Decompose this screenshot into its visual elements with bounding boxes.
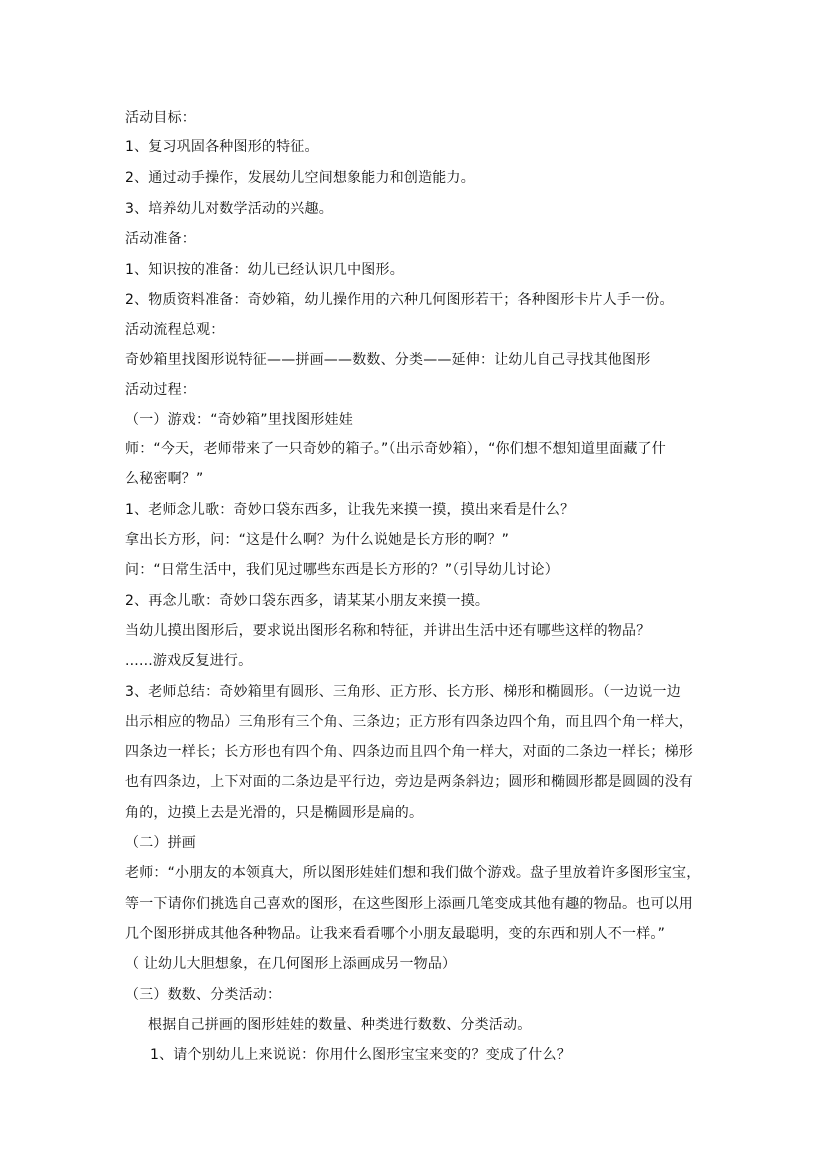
paragraph-line: 角的，边摸上去是光滑的，只是椭圆形是扁的。 [125, 805, 424, 821]
goal-item-1: 1、复习巩固各种图形的特征。 [125, 139, 319, 155]
paragraph-line: 也有四条边，上下对面的二条边是平行边，旁边是两条斜边；圆形和椭圆形都是圆圆的没有 [125, 774, 693, 790]
paragraph-line: 等一下请你们挑选自己喜欢的图形，在这些图形上添画几笔变成其他有趣的物品。也可以用 [125, 896, 693, 912]
section-2-title: （二）拼画 [125, 835, 196, 851]
paragraph-line: （ 让幼儿大胆想象，在几何图形上添画成另一物品） [125, 956, 457, 972]
paragraph-line: 四条边一样长；长方形也有四个角、四条边而且四个角一样大，对面的二条边一样长；梯形 [125, 744, 693, 760]
paragraph-line: 几个图形拼成其他各种物品。让我来看看哪个小朋友最聪明，变的东西和别人不一样。” [125, 926, 666, 942]
heading-activity-prep: 活动准备： [125, 231, 196, 247]
prep-item-2: 2、物质资料准备：奇妙箱，幼儿操作用的六种几何图形若干；各种图形卡片人手一份。 [125, 292, 674, 308]
paragraph-line: 师：“今天，老师带来了一只奇妙的箱子。”（出示奇妙箱），“你们想不想知道里面藏了什 [125, 441, 666, 457]
paragraph-line: 当幼儿摸出图形后，要求说出图形名称和特征，并讲出生活中还有哪些这样的物品？ [125, 623, 651, 639]
heading-activity-goals: 活动目标： [125, 110, 196, 126]
paragraph-line: 么秘密啊？” [125, 471, 204, 487]
goal-item-3: 3、培养幼儿对数学活动的兴趣。 [125, 201, 333, 217]
goal-item-2: 2、通过动手操作，发展幼儿空间想象能力和创造能力。 [125, 170, 475, 186]
flow-overview-text: 奇妙箱里找图形说特征——拼画——数数、分类——延伸：让幼儿自己寻找其他图形 [125, 352, 651, 368]
paragraph-line: ......游戏反复进行。 [125, 653, 253, 669]
section-3-item-1: 1、请个别幼儿上来说说：你用什么图形宝宝来变的？变成了什么？ [150, 1047, 571, 1063]
heading-flow-overview: 活动流程总观： [125, 322, 225, 338]
step-3-summary: 3、老师总结：奇妙箱里有圆形、三角形、正方形、长方形、梯形和椭圆形。（一边说一边 [125, 684, 681, 700]
paragraph-line: 根据自己拼画的图形娃娃的数量、种类进行数数、分类活动。 [148, 1017, 532, 1033]
section-3-title: （三）数数、分类活动： [125, 987, 282, 1003]
step-2-rhyme: 2、再念儿歌：奇妙口袋东西多，请某某小朋友来摸一摸。 [125, 593, 490, 609]
paragraph-line: 老师：“小朋友的本领真大，所以图形娃娃们想和我们做个游戏。盘子里放着许多图形宝宝， [125, 865, 701, 881]
section-1-title: （一）游戏：“奇妙箱”里找图形娃娃 [125, 412, 353, 428]
heading-activity-process: 活动过程： [125, 382, 196, 398]
step-1-rhyme: 1、老师念儿歌：奇妙口袋东西多，让我先来摸一摸，摸出来看是什么？ [125, 502, 575, 518]
paragraph-line: 问：“日常生活中，我们见过哪些东西是长方形的？”（引导幼儿讨论） [125, 562, 559, 578]
paragraph-line: 拿出长方形，问：“这是什么啊？为什么说她是长方形的啊？” [125, 532, 510, 548]
prep-item-1: 1、知识按的准备：幼儿已经认识几中图形。 [125, 262, 404, 278]
paragraph-line: 出示相应的物品）三角形有三个角、三条边；正方形有四条边四个角，而且四个角一样大， [125, 714, 693, 730]
